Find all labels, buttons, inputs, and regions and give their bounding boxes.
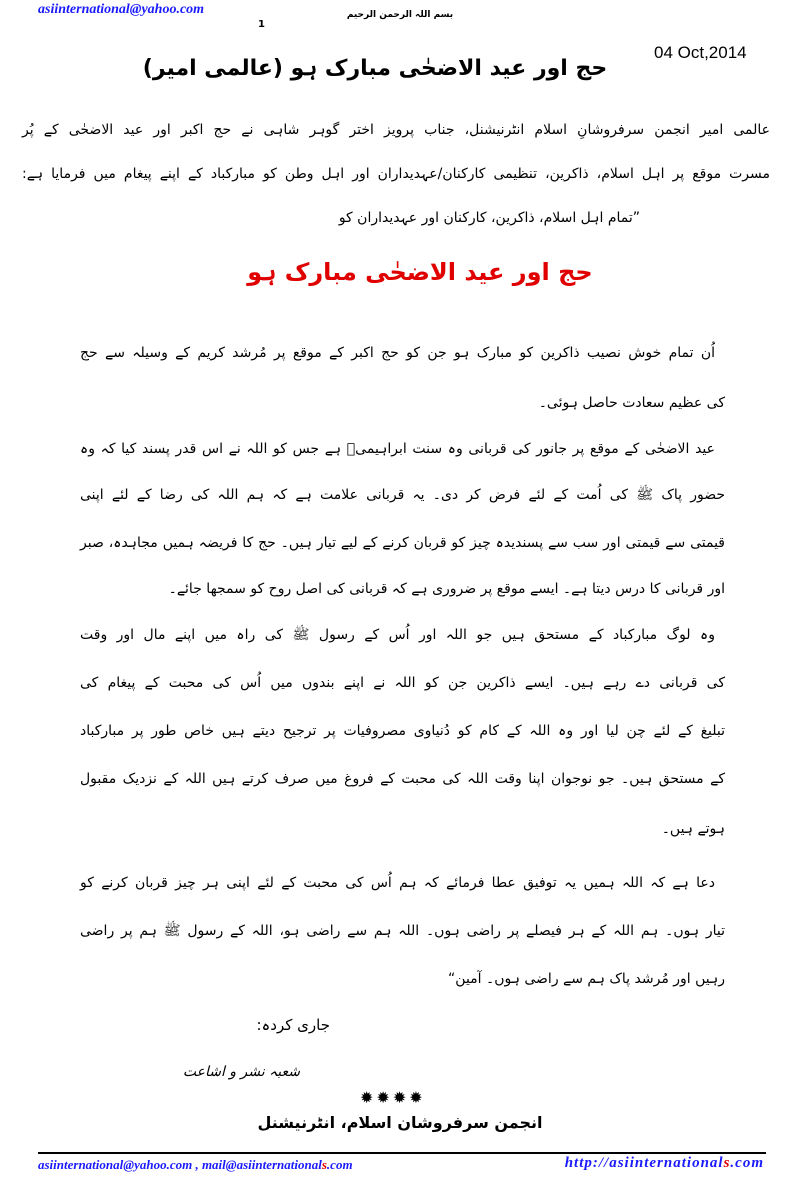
paragraph-line: اور قربانی کا درس دیتا ہے۔ ایسے موقع پر ضروری ہے کہ قربانی کی اصل روح کو سمجھا جائے۔ [168,581,725,597]
page-title: حج اور عید الاضحٰی مبارک ہو (عالمی امیر) [142,56,608,81]
footer-email-text[interactable]: asiinternational@yahoo.com , mail@asiinternational [38,1157,322,1172]
organization-name: انجمن سرفروشان اسلام، انٹرنیشنل [257,1113,543,1132]
paragraph-line: دعا ہے کہ اللہ ہمیں یہ توفیق عطا فرمائے کہ ہم اُس کی محبت کے لئے اپنی ہر چیز قربان کرنے کو [80,875,715,891]
issued-by-label: جاری کردہ: [256,1016,330,1034]
footer-url-red-letter[interactable]: s [723,1155,731,1171]
star-ornament-icon: ✹ [409,1088,423,1107]
star-ornament-icon: ✹ [392,1088,407,1107]
footer-website-link[interactable] [565,1155,764,1172]
star-ornament-icon: ✹ [360,1088,374,1107]
paragraph-line: کی عظیم سعادت حاصل ہوئی۔ [538,395,725,411]
header-email-link[interactable]: asiinternational@yahoo.com [38,2,205,17]
footer-divider [38,1152,766,1154]
paragraph-line: کے مستحق ہیں۔ جو نوجوان اپنا وقت اللہ کی محبت کے فروغ میں صرف کرتے ہیں اللہ کے نزدیک مقبول [80,771,725,787]
footer-email-links[interactable] [38,1157,353,1173]
intro-line: عالمی امیر انجمن سرفروشانِ اسلام انٹرنیشنل، جناب پرویز اختر گوہر شاہی نے حج اکبر اور عید الاضحٰی کے پُر [22,122,770,138]
paragraph-line: قیمتی سے قیمتی اور سب سے پسندیدہ چیز کو قربان کرنے کے لیے تیار ہیں۔ حج کا فریضہ ہمیں مجاہدہ، صبر [80,535,725,551]
paragraph-line: ہوتے ہیں۔ [661,821,725,837]
footer-email-red-letter[interactable]: s [321,1157,327,1172]
bismillah: بسم اللہ الرحمن الرحیم [346,10,454,20]
document-date: 04 Oct,2014 [654,43,747,62]
paragraph-line: عید الاضحٰی کے موقع پر جانور کی قربانی وہ سنت ابراہیمیؑ ہے جس کو اللہ نے اس قدر پسند کیا کہ وہ [80,441,715,457]
paragraph-line: رہیں اور مُرشد پاک ہم سے راضی ہوں۔ آمین“ [448,971,725,987]
quote-line: ”تمام اہل اسلام، ذاکرین، کارکنان اور عہدیداران کو [338,210,640,226]
star-ornament-icon: ✹ [376,1088,390,1107]
red-heading: حج اور عید الاضحٰی مبارک ہو [247,258,593,286]
footer-email-suffix[interactable]: .com [326,1157,353,1172]
footer-url-suffix[interactable]: .com [730,1155,764,1171]
department-signature: شعبہ نشر و اشاعت [182,1064,300,1080]
paragraph-line: وہ لوگ مبارکباد کے مستحق ہیں جو اللہ اور اُس کے رسول ﷺ کی راہ میں اپنے مال اور وقت [80,627,715,643]
paragraph-line: تبلیغ کے لئے چن لیا اور وہ اللہ کے کام کو دُنیاوی مصروفیات پر ترجیح دیتے ہیں خاص طور پر مبارکباد [80,723,725,739]
ornament-stars [360,1090,423,1106]
paragraph-line: اُن تمام خوش نصیب ذاکرین کو مبارک ہو جن کو حج اکبر کے موقع پر مُرشد کریم کے وسیلہ سے حج [80,345,715,361]
footer-url-text[interactable]: http://asiinternational [564,1155,724,1171]
page-number: 1 [258,19,265,30]
paragraph-line: تیار ہوں۔ ہم اللہ کے ہر فیصلے پر راضی ہوں۔ اللہ ہم سے راضی ہو، اللہ کے رسول ﷺ ہم پر راضی [80,923,725,939]
intro-line: مسرت موقع پر اہل اسلام، ذاکرین، تنظیمی کارکنان/عہدیداران اور اہل وطن کو مبارکباد کے اپنے پیغام میں فرمایا ہے: [22,166,770,182]
paragraph-line: حضور پاک ﷺ کی اُمت کے لئے فرض کر دی۔ یہ قربانی علامت ہے کہ ہم اللہ کی رضا کے لئے اپنی [80,487,725,503]
paragraph-line: کی قربانی دے رہے ہیں۔ ایسے ذاکرین جن کو اللہ نے اپنے بندوں میں اُس کی محبت کے پیغام کی [80,675,725,691]
